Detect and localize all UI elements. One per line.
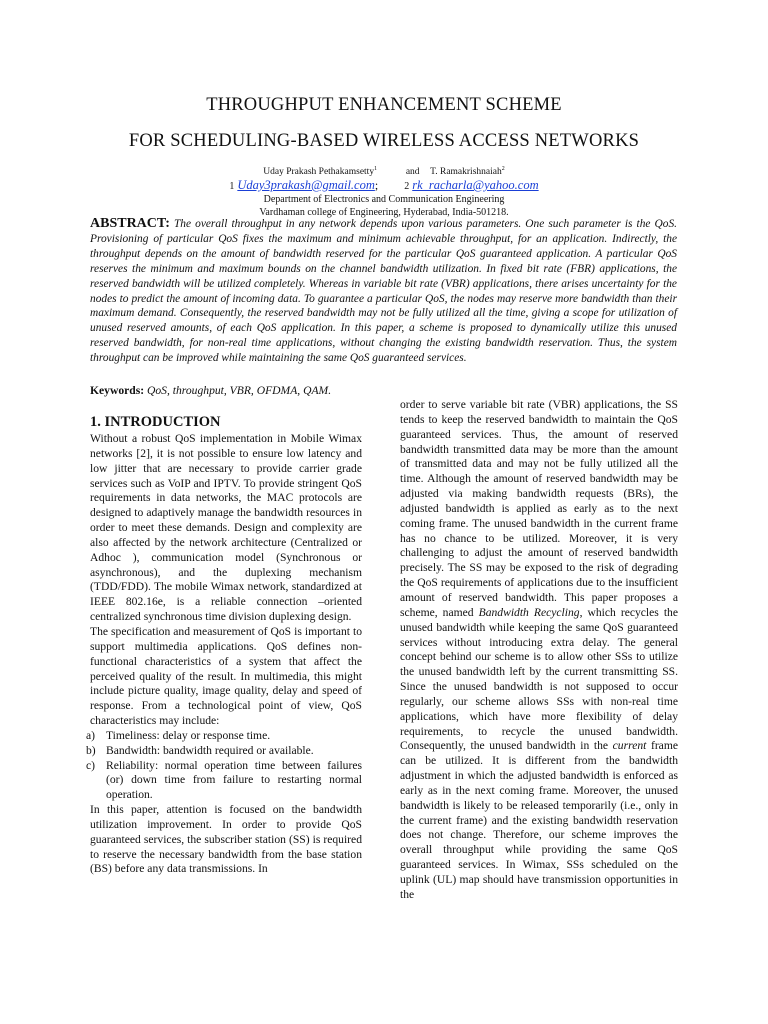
keywords (90, 384, 677, 397)
email-2-link[interactable]: rk_racharla@yahoo.com (412, 178, 539, 192)
intro-paragraph-1: Without a robust QoS implementation in Mobile Wimax networks [2], it is not possible to ensure low latency and low jitter that are necessary to provide carrier grade services such as VoIP and IPTV. To provide stringent QoS requirements in data networks, the MAC protocols are designed to adaptively manage the bandwidth resources in order to meet these demands. Design and complexity are also affected by the network architecture (Centralized or Adhoc ), communication model (Synchronous or asynchronous), and the duplexing mechanism (TDD/FDD). The mobile Wimax network, standardized at IEEE 802.16e, is a reliable connection –oriented centralized synchronous time division duplexing design. (90, 432, 362, 624)
email-line (0, 178, 768, 193)
email-1-link[interactable]: Uday3prakash@gmail.com (237, 178, 375, 192)
list-marker: b) (86, 743, 96, 757)
list-item-text: Reliability: normal operation time between failures (or) down time from failure to restarting normal operation. (106, 758, 362, 802)
abstract-text: The overall throughput in any network depends upon various parameters. One such parameter is the QoS. Provisioning of particular QoS fixes the maximum and minimum achievable throughput, for an application. Indirectly, the throughput depends on the amount of bandwidth reserved for the particular QoS guaranteed application. A particular QoS reserves the minimum and maximum bounds on the channel bandwidth utilization. In fixed bit rate (FBR) applications, the reserved bandwidth will be utilized completely. Whereas in variable bit rate (VBR) applications, there arises uncertainty for the nodes to predict the amount of incoming data. To guarantee a particular QoS, the nodes may reserve more bandwidth than their maximum demand. Consequently, the reserved bandwidth may not be fully utilized all the time, giving a scope for utilization of unused reserved amounts, of each QoS application. In this paper, a scheme is proposed to dynamically utilize this unused reserved bandwidth, for non-real time applications, without changing the existing bandwidth reservation. Thus, the system throughput can be improved while maintaining the same QoS guaranteed services. (90, 218, 677, 365)
list-marker: c) (86, 758, 96, 772)
section-heading-introduction: 1. INTRODUCTION (90, 414, 221, 430)
author-2-superscript: 2 (501, 166, 505, 172)
right-text-part-1: order to serve variable bit rate (VBR) applications, the SS tends to keep the reserved bandwidth to maintain the QoS guaranteed services. Thus, the amount of reserved bandwidth transmitted data may be more than the amount of transmitted data and may not be fully utilized all the time. Although the amount of reserved bandwidth may be adjusted via making bandwidth requests (BRs), the adjusted bandwidth is applied as early as to the next coming frame. The unused bandwidth in the current frame has no chance to be utilized. Moreover, it is very challenging to adjust the amount of reserved bandwidth precisely. The SS may be exposed to the risk of degrading the QoS requirements of applications due to the insufficient amount of reserved bandwidth. This paper proposes a scheme, named (400, 398, 678, 619)
right-emphasis-current: current (612, 739, 647, 753)
author-1-name: Uday Prakash Pethakamsetty (263, 167, 375, 178)
author-line (0, 166, 768, 177)
keywords-value: QoS, throughput, VBR, OFDMA, QAM. (147, 384, 332, 397)
list-item (86, 728, 362, 744)
author-1-superscript: 1 (374, 166, 378, 172)
right-column-paragraph (400, 398, 678, 903)
email-2-index: 2 (404, 181, 410, 192)
keywords-label: Keywords: (90, 384, 145, 397)
author-connector: and (405, 167, 420, 178)
right-emphasis-bandwidth-recycling: Bandwidth Recycling (478, 605, 580, 619)
list-item (86, 758, 362, 804)
paper-title-line-1: THROUGHPUT ENHANCEMENT SCHEME (206, 95, 562, 115)
abstract-label: ABSTRACT: (90, 216, 170, 231)
email-separator: ; (374, 178, 379, 192)
right-text-part-3: frame can be utilized. It is different from the bandwidth adjustment in which the adjusted bandwidth is enforced as early as in the next coming frame. Moreover, the unused bandwidth is likely to be released temporarily (i.e., only in the current frame) and the existing bandwidth reservation does not change. Therefore, our scheme improves the overall throughput while providing the same QoS guaranteed services. In Wimax, SSs scheduled on the uplink (UL) map should have transmission opportunities in the (400, 739, 678, 901)
right-column (400, 398, 678, 903)
intro-paragraph-2: The specification and measurement of QoS is important to support multimedia applications. QoS defines non-functional characteristics of a system that affect the perceived quality of the result. In multimedia, this might include picture quality, image quality, delay and speed of response. From a technological point of view, QoS characteristics may include: (90, 624, 362, 728)
list-item (86, 743, 362, 759)
paper-title-line-2: FOR SCHEDULING-BASED WIRELESS ACCESS NETWORKS (128, 131, 640, 151)
intro-paragraph-3: In this paper, attention is focused on the bandwidth utilization improvement. In order to provide QoS guaranteed services, the subscriber station (SS) is required to reserve the necessary bandwidth from the base station (BS) before any data transmissions. In (90, 803, 362, 876)
right-text-part-2: , which recycles the unused bandwidth while keeping the same QoS guaranteed services without introducing extra delay. The general concept behind our scheme is to allow other SSs to utilize the unused bandwidth left by the current transmitting SS. Since the unused bandwidth is not supposed to occur regularly, our scheme allows SSs with non-real time applications, which have more flexibility of delay requirements, to recycle the unused bandwidth. Consequently, the unused bandwidth in the (400, 605, 678, 753)
abstract (90, 217, 677, 366)
author-2-name: T. Ramakrishnaiah (430, 167, 502, 178)
email-1-index: 1 (229, 181, 235, 192)
list-item-text: Bandwidth: bandwidth required or available. (106, 743, 314, 757)
college: Vardhaman college of Engineering, Hyderabad, India-501218. (259, 207, 509, 218)
list-marker: a) (86, 728, 96, 742)
left-column (86, 413, 362, 877)
department: Department of Electronics and Communication Engineering (263, 194, 505, 205)
qos-characteristics-list (86, 728, 362, 803)
list-item-text: Timeliness: delay or response time. (106, 728, 271, 742)
